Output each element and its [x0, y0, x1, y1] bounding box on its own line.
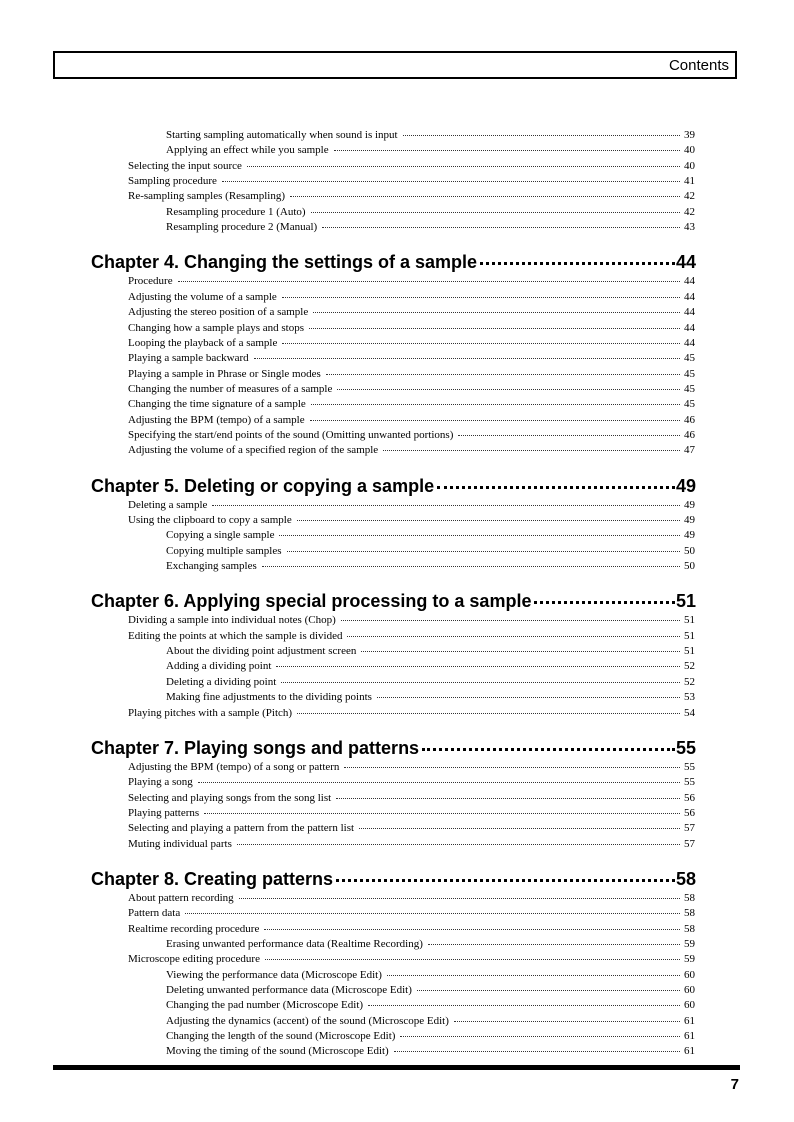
toc-entry-page: 46: [684, 413, 695, 426]
toc-entry[interactable]: [166, 1015, 695, 1027]
toc-entry[interactable]: [166, 660, 695, 672]
dot-leader: [400, 1036, 680, 1037]
dot-leader: [185, 913, 680, 914]
toc-entry[interactable]: [128, 275, 695, 287]
toc-entry-title: Starting sampling automatically when sound is input: [166, 129, 398, 141]
dot-leader: [282, 297, 680, 298]
dot-leader: [297, 713, 680, 714]
toc-entry-title: Playing patterns: [128, 806, 200, 819]
toc-entry-page: 58: [684, 922, 695, 935]
page-number: 7: [730, 1076, 739, 1093]
toc-entry-title: About the dividing point adjustment screen: [166, 645, 357, 658]
toc-entry-page: 51: [684, 645, 695, 658]
toc-entry[interactable]: [128, 953, 695, 965]
dot-leader: [178, 281, 680, 282]
toc-entry-title: Adjusting the stereo position of a sample: [128, 306, 309, 319]
dot-leader: [264, 929, 680, 930]
toc-entry[interactable]: [128, 190, 695, 202]
chapter-heading[interactable]: [91, 476, 696, 497]
toc-entry-page: 59: [684, 938, 695, 950]
toc-entry[interactable]: [128, 499, 695, 511]
toc-entry-title: Adjusting the volume of a specified region of the sample: [128, 444, 379, 457]
chapter-page: 44: [675, 252, 696, 273]
toc-entry-title: Applying an effect while you sample: [166, 144, 329, 157]
toc-entry-title: Changing the number of measures of a sample: [128, 382, 333, 395]
dot-leader: [313, 312, 680, 313]
toc-entry[interactable]: [166, 676, 695, 688]
dot-leader: [480, 262, 675, 265]
toc-entry-page: 41: [684, 175, 695, 188]
dot-leader: [341, 620, 680, 621]
dot-leader: [437, 486, 675, 489]
dot-leader: [198, 782, 680, 783]
footer-rule: [53, 1065, 740, 1070]
toc-entry-title: Moving the timing of the sound (Microscope Edit): [166, 1045, 389, 1058]
dot-leader: [458, 435, 680, 436]
toc-entry-page: 61: [684, 1030, 695, 1043]
toc-entry-title: Exchanging samples: [166, 560, 257, 573]
toc-entry-title: Viewing the performance data (Microscope Edit): [166, 968, 382, 981]
toc-entry[interactable]: [166, 206, 695, 218]
toc-entry-title: Resampling procedure 1 (Auto): [166, 205, 306, 218]
dot-leader: [281, 682, 680, 683]
chapter-heading[interactable]: [91, 252, 696, 273]
toc-entry-page: 53: [684, 691, 695, 704]
toc-entry[interactable]: [128, 322, 695, 334]
dot-leader: [222, 181, 680, 182]
toc-entry-title: Procedure: [128, 275, 173, 288]
dot-leader: [311, 404, 680, 405]
toc-entry-title: Copying a single sample: [166, 529, 275, 542]
toc-entry-title: Pattern data: [128, 907, 181, 920]
chapter-page: 55: [675, 737, 696, 758]
toc-entry[interactable]: [166, 984, 695, 996]
toc-entry-title: Using the clipboard to copy a sample: [128, 514, 292, 526]
toc-entry[interactable]: [128, 923, 695, 935]
toc-entry-page: 61: [684, 1045, 695, 1058]
toc-entry-page: 44: [684, 321, 695, 334]
toc-entry-page: 61: [684, 1014, 695, 1027]
dot-leader: [454, 1021, 680, 1022]
toc-entry[interactable]: [166, 221, 695, 233]
toc-entry-page: 58: [684, 907, 695, 920]
toc-entry-page: 54: [684, 706, 695, 719]
toc-entry[interactable]: [128, 807, 695, 819]
toc-entry[interactable]: [128, 383, 695, 395]
toc-entry-page: 57: [684, 822, 695, 835]
toc-entry-page: 52: [684, 660, 695, 673]
dot-leader: [337, 389, 680, 390]
dot-leader: [309, 328, 680, 329]
dot-leader: [326, 374, 680, 375]
toc-entry-title: Erasing unwanted performance data (Realtime Recording): [166, 938, 423, 950]
toc-entry[interactable]: [166, 1045, 695, 1057]
toc-entry[interactable]: [166, 999, 695, 1011]
toc-entry-title: Dividing a sample into individual notes (Chop): [128, 614, 336, 627]
toc-entry[interactable]: [128, 160, 695, 172]
toc-entry-title: Re-sampling samples (Resampling): [128, 190, 286, 203]
toc-entry[interactable]: [128, 776, 695, 788]
toc-entry-title: Muting individual parts: [128, 837, 232, 850]
dot-leader: [417, 990, 680, 991]
toc-entry-title: Specifying the start/end points of the sound (Omitting unwanted portions): [128, 428, 454, 441]
toc-entry[interactable]: [128, 907, 695, 919]
toc-entry-title: Changing the pad number (Microscope Edit): [166, 999, 364, 1012]
dot-leader: [359, 828, 680, 829]
dot-leader: [290, 196, 680, 197]
toc-entry-title: Playing a sample in Phrase or Single modes: [128, 367, 321, 380]
toc-entry[interactable]: [128, 514, 695, 526]
chapter-page: 51: [675, 591, 696, 612]
chapter-heading[interactable]: [91, 869, 696, 890]
toc-entry-page: 60: [684, 984, 695, 997]
dot-leader: [534, 601, 675, 604]
toc-entry-title: Selecting and playing a pattern from the pattern list: [128, 822, 355, 835]
toc-entry[interactable]: [128, 892, 695, 904]
toc-entry-title: Adjusting the volume of a sample: [128, 290, 277, 303]
toc-entry-title: Playing pitches with a sample (Pitch): [128, 706, 293, 719]
toc-entry-title: Playing a song: [128, 776, 193, 789]
toc-entry[interactable]: [128, 761, 695, 773]
toc-entry-page: 44: [684, 336, 695, 349]
toc-entry-page: 51: [684, 614, 695, 627]
toc-entry-title: About pattern recording: [128, 891, 234, 904]
toc-entry-page: 43: [684, 221, 695, 234]
toc-entry[interactable]: [166, 1030, 695, 1042]
chapter-title: Chapter 5. Deleting or copying a sample: [91, 475, 435, 496]
toc-entry-title: Microscope editing procedure: [128, 953, 260, 966]
toc-entry[interactable]: [128, 175, 695, 187]
toc-entry-page: 52: [684, 675, 695, 688]
toc-entry-title: Deleting unwanted performance data (Microscope Edit): [166, 984, 412, 997]
dot-leader: [204, 813, 680, 814]
toc-entry-page: 51: [684, 629, 695, 642]
page-title: Contents: [668, 57, 729, 74]
toc-entry-page: 40: [684, 144, 695, 157]
toc-entry-title: Editing the points at which the sample is divided: [128, 629, 343, 642]
toc-entry-page: 39: [684, 129, 695, 141]
dot-leader: [265, 959, 680, 960]
toc-entry-page: 42: [684, 190, 695, 203]
toc-entry[interactable]: [166, 938, 695, 950]
dot-leader: [279, 535, 680, 536]
toc-entry[interactable]: [128, 414, 695, 426]
dot-leader: [276, 666, 680, 667]
dot-leader: [310, 420, 680, 421]
toc-entry-page: 56: [684, 806, 695, 819]
dot-leader: [336, 879, 675, 882]
toc-entry-page: 44: [684, 306, 695, 319]
toc-entry-page: 44: [684, 290, 695, 303]
toc-entry[interactable]: [128, 707, 695, 719]
toc-entry-page: 57: [684, 837, 695, 850]
dot-leader: [394, 1051, 680, 1052]
toc-entry-title: Playing a sample backward: [128, 352, 249, 365]
dot-leader: [212, 505, 680, 506]
chapter-page: 58: [675, 868, 696, 889]
chapter-heading[interactable]: [91, 738, 696, 759]
toc-entry[interactable]: [166, 545, 695, 557]
toc-entry[interactable]: [166, 129, 695, 141]
toc-entry[interactable]: [128, 352, 695, 364]
toc-entry[interactable]: [128, 838, 695, 850]
chapter-title: Chapter 4. Changing the settings of a sample: [91, 252, 478, 273]
dot-leader: [387, 975, 680, 976]
toc-entry-page: 50: [684, 544, 695, 557]
toc-entry-title: Making fine adjustments to the dividing points: [166, 691, 372, 704]
dot-leader: [377, 697, 680, 698]
dot-leader: [361, 651, 680, 652]
toc-entry-title: Selecting the input source: [128, 159, 242, 172]
dot-leader: [287, 551, 681, 552]
toc-entry-page: 58: [684, 891, 695, 904]
toc-entry-page: 49: [684, 498, 695, 511]
toc-entry[interactable]: [166, 645, 695, 657]
dot-leader: [403, 135, 680, 136]
toc-entry-page: 45: [684, 367, 695, 380]
toc-entry-page: 45: [684, 398, 695, 411]
toc-entry[interactable]: [128, 444, 695, 456]
toc-entry[interactable]: [128, 614, 695, 626]
dot-leader: [239, 898, 680, 899]
toc-entry-title: Realtime recording procedure: [128, 922, 260, 935]
toc-entry[interactable]: [166, 529, 695, 541]
toc-entry-title: Copying multiple samples: [166, 544, 282, 557]
toc-entry[interactable]: [128, 306, 695, 318]
toc-entry[interactable]: [128, 291, 695, 303]
toc-entry-title: Sampling procedure: [128, 175, 217, 188]
toc-entry-page: 60: [684, 999, 695, 1012]
dot-leader: [383, 450, 680, 451]
dot-leader: [428, 944, 680, 945]
toc-entry-title: Adjusting the BPM (tempo) of a song or pattern: [128, 760, 340, 773]
dot-leader: [422, 748, 675, 751]
toc-entry-page: 50: [684, 560, 695, 573]
toc-entry[interactable]: [128, 398, 695, 410]
toc-entry[interactable]: [128, 630, 695, 642]
dot-leader: [262, 566, 680, 567]
toc-entry-page: 47: [684, 444, 695, 457]
dot-leader: [254, 358, 680, 359]
dot-leader: [368, 1005, 680, 1006]
toc-entry-page: 55: [684, 760, 695, 773]
toc-entry[interactable]: [128, 337, 695, 349]
toc-entry-title: Looping the playback of a sample: [128, 336, 278, 349]
toc-entry[interactable]: [128, 822, 695, 834]
chapter-heading[interactable]: [91, 591, 696, 612]
chapter-title: Chapter 8. Creating patterns: [91, 868, 334, 889]
toc-entry-title: Changing the time signature of a sample: [128, 398, 306, 411]
toc-entry-title: Changing the length of the sound (Microscope Edit): [166, 1030, 396, 1043]
dot-leader: [334, 150, 680, 151]
toc-entry-page: 44: [684, 275, 695, 288]
dot-leader: [237, 844, 680, 845]
toc-entry[interactable]: [166, 969, 695, 981]
dot-leader: [336, 798, 680, 799]
toc-entry-title: Selecting and playing songs from the song list: [128, 791, 332, 804]
toc-entry-title: Resampling procedure 2 (Manual): [166, 221, 318, 234]
toc-entry-page: 45: [684, 352, 695, 365]
chapter-title: Chapter 6. Applying special processing to a sample: [91, 591, 532, 612]
toc-entry[interactable]: [128, 792, 695, 804]
toc-entry-page: 55: [684, 776, 695, 789]
toc-entry-page: 40: [684, 159, 695, 172]
toc-entry-title: Deleting a dividing point: [166, 675, 277, 688]
toc-entry[interactable]: [166, 691, 695, 703]
toc-entry-page: 56: [684, 791, 695, 804]
dot-leader: [322, 227, 680, 228]
toc-entry-page: 42: [684, 205, 695, 218]
toc-entry-page: 59: [684, 953, 695, 966]
dot-leader: [311, 212, 680, 213]
toc-entry-page: 49: [684, 514, 695, 526]
dot-leader: [282, 343, 680, 344]
toc-entry-title: Adding a dividing point: [166, 660, 272, 673]
chapter-title: Chapter 7. Playing songs and patterns: [91, 737, 420, 758]
toc-entry-title: Adjusting the BPM (tempo) of a sample: [128, 413, 305, 426]
dot-leader: [344, 767, 680, 768]
dot-leader: [347, 636, 680, 637]
toc-entry-title: Changing how a sample plays and stops: [128, 321, 304, 334]
toc-entry-page: 46: [684, 428, 695, 441]
dot-leader: [247, 166, 680, 167]
toc-entry-title: Deleting a sample: [128, 498, 208, 511]
dot-leader: [297, 520, 680, 521]
toc-entry[interactable]: [166, 144, 695, 156]
toc-entry[interactable]: [166, 560, 695, 572]
toc-entry-title: Adjusting the dynamics (accent) of the sound (Microscope Edit): [166, 1014, 449, 1027]
toc-entry-page: 49: [684, 529, 695, 542]
chapter-page: 49: [675, 475, 696, 496]
toc-entry-page: 45: [684, 382, 695, 395]
toc-entry-page: 60: [684, 968, 695, 981]
toc-entry[interactable]: [128, 429, 695, 441]
toc-entry[interactable]: [128, 368, 695, 380]
header-box: [53, 51, 737, 79]
